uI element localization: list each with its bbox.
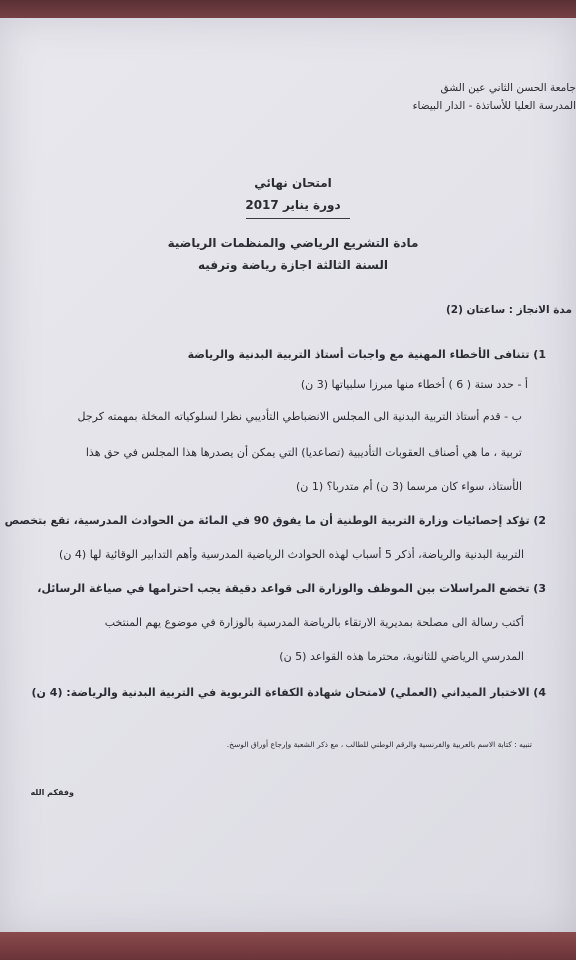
- instructions-note: تنبيه : كتابة الاسم بالعربية والفرنسية والرقم الوطني للطالب ، مع ذكر الشعبة وإرجاع أوراق الوسخ.: [226, 740, 532, 749]
- university-name: جامعة الحسن الثاني عين الشق: [440, 82, 576, 94]
- exam-paper: [0, 18, 576, 936]
- question-3-line2: أكتب رسالة الى مصلحة بمديرية الارتقاء بالرياضة المدرسية بالوزارة في موضوع يهم المنتخب: [104, 616, 524, 629]
- exam-session: دورة يناير 2017: [245, 198, 341, 212]
- question-2-line2: التربية البدنية والرياضة، أذكر 5 أسباب لهذه الحوادث الرياضية المدرسية وأهم التدابير الوقائية لها (4 ن): [59, 548, 524, 561]
- question-1-intro: 1) تتنافى الأخطاء المهنية مع واجبات أستاذ التربية البدنية والرياضة: [187, 348, 546, 361]
- school-name: المدرسة العليا للأساتذة - الدار البيضاء: [412, 100, 576, 112]
- question-1-part-b-line3: الأستاذ، سواء كان مرسما (3 ن) أم متدربا؟ (1 ن): [295, 480, 522, 493]
- question-1-part-b-line2: تربية ، ما هي أصناف العقوبات التأديبية (تصاعديا) التي يمكن أن يصدرها هذا المجلس في حق هذا: [85, 446, 522, 459]
- closing-remark: وفقكم الله: [30, 788, 74, 797]
- question-4: 4) الاختبار الميداني (العملي) لامتحان شهادة الكفاءة التربوية في التربية البدنية والرياضة: (4 ن): [31, 686, 546, 699]
- title-divider: [246, 218, 350, 219]
- question-1-part-a: أ - حدد ستة ( 6 ) أخطاء منها مبرزا سلبياتها (3 ن): [300, 378, 528, 391]
- subject-title: مادة التشريع الرياضي والمنظمات الرياضية: [167, 236, 419, 250]
- question-2-line1: 2) تؤكد إحصائيات وزارة التربية الوطنية أن ما يفوق 90 في المائة من الحوادث المدرسية، تقع بتخصص: [4, 514, 546, 527]
- question-1-part-b-line1: ب - قدم أستاذ التربية البدنية الى المجلس الانضباطي التأديبي نظرا لسلوكياته المخلة بمهمته كرجل: [77, 410, 522, 423]
- photo-bottom-border: [0, 932, 576, 960]
- question-3-line3: المدرسي الرياضي للثانوية، محترما هذه القواعد (5 ن): [279, 650, 524, 663]
- exam-duration: مدة الانجاز : ساعتان (2): [445, 304, 572, 316]
- program-year: السنة الثالثة اجازة رياضة وترفيه: [198, 258, 388, 272]
- question-3-line1: 3) تخضع المراسلات بين الموظف والوزارة الى قواعد دقيقة يجب احترامها في صياغة الرسائل،: [37, 582, 546, 595]
- exam-title: امتحان نهائي: [254, 176, 332, 190]
